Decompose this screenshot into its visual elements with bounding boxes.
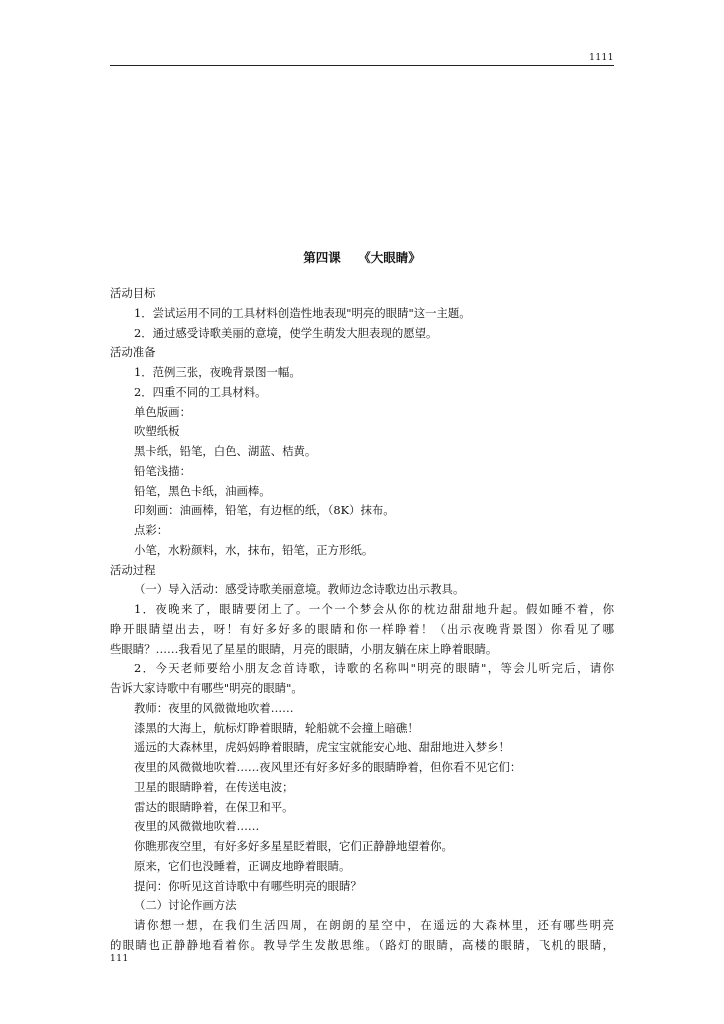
text-line: 些眼睛？……我看见了星星的眼睛，月亮的眼睛，小朋友躺在床上睁着眼睛。 [110, 641, 498, 656]
text-line: 夜里的风微微地吹着…… [134, 819, 260, 834]
text-line: 的眼睛也正静静地看着你。教导学生发散思维。（路灯的眼睛，高楼的眼睛，飞机的眼睛， [110, 937, 614, 952]
text-line: 活动准备 [110, 345, 156, 360]
text-line: 2．四重不同的工具材料。 [134, 384, 267, 399]
text-line: 点彩： [134, 523, 169, 537]
text-line: 卫星的眼睛睁着，在传送电波； [134, 779, 294, 794]
text-line: 活动目标 [110, 286, 156, 300]
text-line: 你瞧那夜空里，有好多好多星星眨着眼，它们正静静地望着你。 [134, 839, 453, 853]
text-line: 小笔，水粉颜料，水，抹布，铅笔，正方形纸。 [134, 542, 374, 557]
text-line: 原来，它们也没睡着，正调皮地睁着眼睛。 [134, 858, 351, 873]
body-text [110, 284, 614, 956]
lesson-title: 第四课 《大眼睛》 [303, 250, 421, 265]
header-rule [110, 65, 614, 66]
text-line: 遥远的大森林里，虎妈妈睁着眼睛，虎宝宝就能安心地、甜甜地进入梦乡！ [134, 740, 510, 755]
text-line: 告诉大家诗歌中有哪些"明亮的眼睛"。 [110, 681, 303, 695]
text-line: 夜里的风微微地吹着……夜风里还有好多好多的眼睛睁着，但你看不见它们： [134, 760, 522, 774]
text-line: 1．尝试运用不同的工具材料创造性地表现"明亮的眼睛"这一主题。 [134, 305, 471, 320]
text-line: 提问：你听见这首诗歌中有哪些明亮的眼睛？ [134, 878, 362, 893]
text-line: 印刻画：油画棒，铅笔，有边框的纸，（8K）抹布。 [134, 503, 395, 518]
text-line: （一）导入活动：感受诗歌美丽意境。教师边念诗歌边出示教具。 [134, 582, 465, 597]
text-line: 2．今天老师要给小朋友念首诗歌，诗歌的名称叫"明亮的眼睛"，等会儿听完后，请你 [134, 661, 614, 676]
text-line: 1．夜晚来了，眼睛要闭上了。一个一个梦会从你的枕边甜甜地升起。假如睡不着，你 [134, 602, 614, 616]
text-line: 铅笔浅描： [134, 463, 191, 478]
text-line: 2．通过感受诗歌美丽的意境，使学生萌发大胆表现的愿望。 [134, 325, 438, 340]
text-line: 雷达的眼睛睁着，在保卫和平。 [134, 799, 294, 814]
text-line: 吹塑纸板 [134, 424, 180, 439]
text-line: 单色版画： [134, 404, 191, 419]
text-line: 教师：夜里的风微微地吹着…… [134, 700, 294, 715]
header-page-number: 1111 [589, 53, 614, 63]
text-line: 黑卡纸，铅笔，白色、湖蓝、桔黄。 [134, 444, 317, 458]
text-line: 漆黑的大海上，航标灯睁着眼睛，轮船就不会撞上暗礁！ [134, 720, 419, 735]
text-line: 睁开眼睛望出去，呀！有好多好多的眼睛和你一样睁着！（出示夜晚背景图）你看见了哪 [110, 621, 614, 636]
text-line: 活动过程 [110, 562, 156, 577]
text-line: （二）讨论作画方法 [134, 898, 237, 913]
footer-page-number: 111 [110, 954, 129, 964]
text-line: 铅笔，黑色卡纸，油画棒。 [134, 483, 271, 498]
text-line: 请你想一想，在我们生活四周，在朗朗的星空中，在遥远的大森林里，还有哪些明亮 [134, 918, 614, 932]
text-line: 1．范例三张，夜晚背景图一幅。 [134, 365, 301, 379]
